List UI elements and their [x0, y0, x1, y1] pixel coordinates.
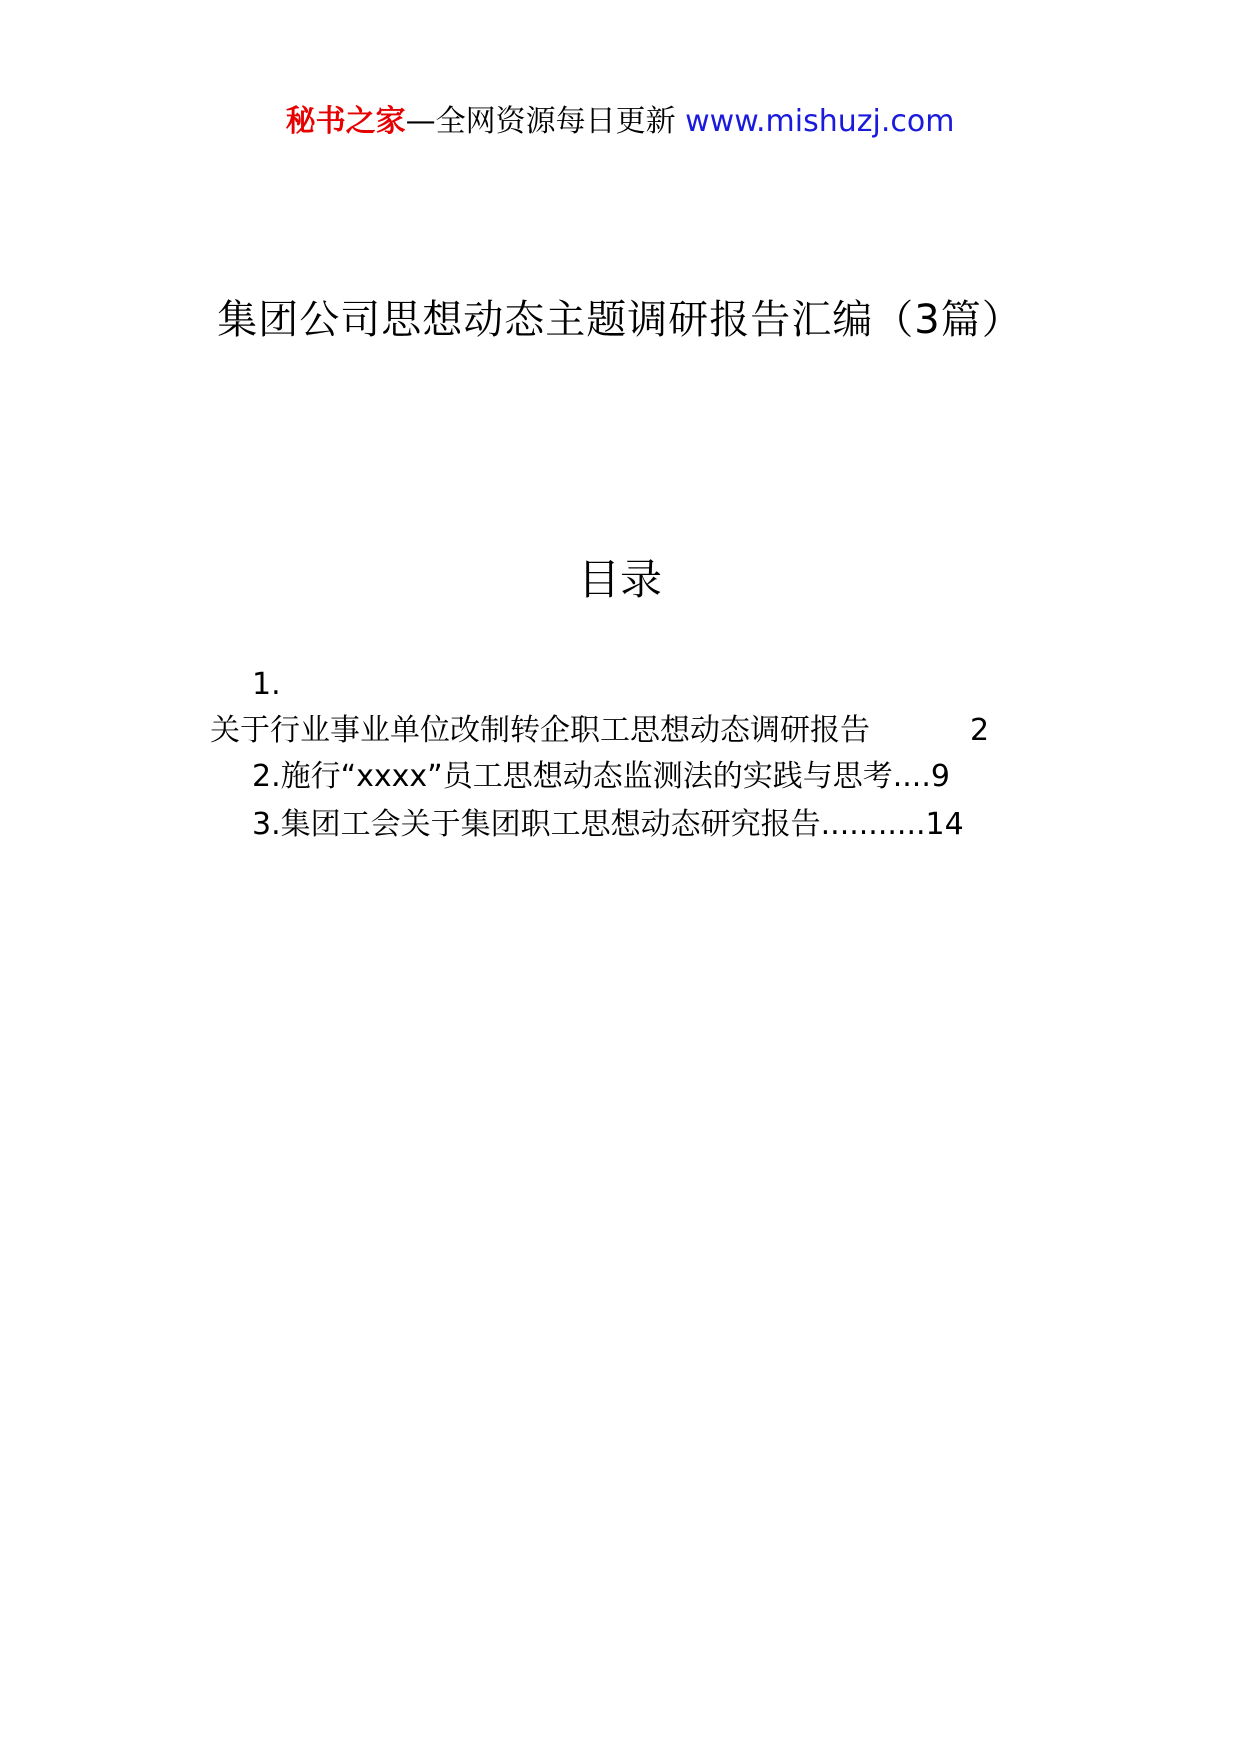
site-slogan: —全网资源每日更新 — [405, 104, 676, 139]
toc-entry-2[interactable]: 2.施行“xxxx”员工思想动态监测法的实践与思考....9 — [252, 759, 950, 794]
toc-entry-1-title[interactable]: 关于行业事业单位改制转企职工思想动态调研报告 — [210, 713, 870, 748]
toc-entry-1-number[interactable]: 1. — [252, 667, 281, 702]
toc-heading: 目录 — [577, 555, 662, 604]
document-title: 集团公司思想动态主题调研报告汇编（3篇） — [217, 297, 1023, 343]
toc-entry-3[interactable]: 3.集团工会关于集团职工思想动态研究报告...........14 — [252, 807, 964, 842]
toc-entry-1-page[interactable]: 2 — [970, 713, 990, 748]
site-header — [0, 102, 1240, 142]
brand-name: 秘书之家 — [285, 104, 406, 139]
site-url-link[interactable]: www.mishuzj.com — [685, 104, 955, 139]
